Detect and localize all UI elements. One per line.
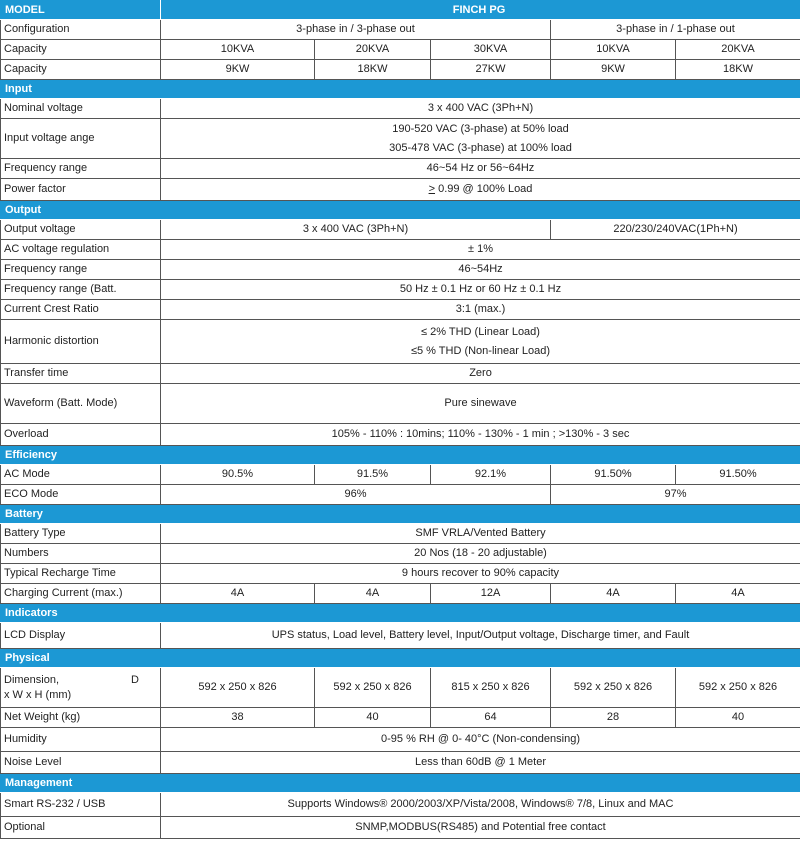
input-frequency-value: 46~54 Hz or 56~64Hz bbox=[161, 159, 800, 179]
frequency-batt-row bbox=[1, 280, 800, 300]
configuration-row bbox=[1, 20, 800, 40]
transfer-time-row bbox=[1, 364, 800, 384]
charging-current-cell: 4A bbox=[161, 584, 315, 604]
ac-mode-cell: 92.1% bbox=[431, 465, 551, 485]
frequency-batt-label: Frequency range (Batt. bbox=[1, 280, 161, 300]
net-weight-cell: 64 bbox=[431, 708, 551, 728]
rs232-usb-label: Smart RS-232 / USB bbox=[1, 793, 161, 817]
input-voltage-range-line2: 305-478 VAC (3-phase) at 100% load bbox=[389, 141, 572, 154]
humidity-row bbox=[1, 728, 800, 752]
capacity-kva-cell: 20KVA bbox=[676, 40, 800, 60]
dimension-label bbox=[1, 668, 161, 708]
output-voltage-3ph: 3 x 400 VAC (3Ph+N) bbox=[161, 220, 551, 240]
battery-type-row bbox=[1, 524, 800, 544]
model-name: FINCH PG bbox=[161, 1, 800, 20]
optional-row bbox=[1, 817, 800, 839]
recharge-time-label: Typical Recharge Time bbox=[1, 564, 161, 584]
waveform-label: Waveform (Batt. Mode) bbox=[1, 384, 161, 424]
optional-value: SNMP,MODBUS(RS485) and Potential free contact bbox=[161, 817, 800, 839]
rs232-usb-value: Supports Windows® 2000/2003/XP/Vista/2008, Windows® 7/8, Linux and MAC bbox=[161, 793, 800, 817]
input-voltage-range-line1: 190-520 VAC (3-phase) at 50% load bbox=[392, 122, 569, 135]
charging-current-cell: 4A bbox=[676, 584, 800, 604]
nominal-voltage-value: 3 x 400 VAC (3Ph+N) bbox=[161, 99, 800, 119]
battery-type-label: Battery Type bbox=[1, 524, 161, 544]
power-factor-label: Power factor bbox=[1, 179, 161, 201]
dimension-label-line1 bbox=[4, 673, 157, 688]
power-factor-row bbox=[1, 179, 800, 201]
ac-mode-cell: 91.50% bbox=[676, 465, 800, 485]
indicators-section-header bbox=[1, 604, 800, 623]
indicators-section-title: Indicators bbox=[1, 604, 800, 623]
net-weight-cell: 40 bbox=[676, 708, 800, 728]
configuration-label: Configuration bbox=[1, 20, 161, 40]
battery-section-header bbox=[1, 505, 800, 524]
charging-current-cell: 12A bbox=[431, 584, 551, 604]
harmonic-distortion-line2: ≤5 % THD (Non-linear Load) bbox=[410, 344, 551, 357]
ac-regulation-row bbox=[1, 240, 800, 260]
optional-label: Optional bbox=[1, 817, 161, 839]
capacity-kva-cell: 10KVA bbox=[161, 40, 315, 60]
dimension-row bbox=[1, 668, 800, 708]
output-frequency-label: Frequency range bbox=[1, 260, 161, 280]
recharge-time-value: 9 hours recover to 90% capacity bbox=[161, 564, 800, 584]
overload-row bbox=[1, 424, 800, 446]
capacity-kva-row bbox=[1, 40, 800, 60]
input-voltage-range-row bbox=[1, 119, 800, 159]
efficiency-section-title: Efficiency bbox=[1, 446, 800, 465]
capacity-kva-cell: 30KVA bbox=[431, 40, 551, 60]
recharge-time-row bbox=[1, 564, 800, 584]
ac-mode-cell: 90.5% bbox=[161, 465, 315, 485]
config-3in-3out: 3-phase in / 3-phase out bbox=[161, 20, 551, 40]
charging-current-cell: 4A bbox=[551, 584, 676, 604]
crest-ratio-label: Current Crest Ratio bbox=[1, 300, 161, 320]
physical-section-header bbox=[1, 649, 800, 668]
capacity-kw-label: Capacity bbox=[1, 60, 161, 80]
physical-section-title: Physical bbox=[1, 649, 800, 668]
output-section-header bbox=[1, 201, 800, 220]
humidity-value: 0-95 % RH @ 0- 40°C (Non-condensing) bbox=[161, 728, 800, 752]
dimension-cell: 592 x 250 x 826 bbox=[676, 668, 800, 708]
ac-mode-cell: 91.5% bbox=[315, 465, 431, 485]
transfer-time-label: Transfer time bbox=[1, 364, 161, 384]
eco-mode-label: ECO Mode bbox=[1, 485, 161, 505]
capacity-kva-cell: 10KVA bbox=[551, 40, 676, 60]
ac-regulation-value: ± 1% bbox=[161, 240, 800, 260]
net-weight-label: Net Weight (kg) bbox=[1, 708, 161, 728]
input-section-title: Input bbox=[1, 80, 800, 99]
frequency-batt-value: 50 Hz ± 0.1 Hz or 60 Hz ± 0.1 Hz bbox=[161, 280, 800, 300]
dimension-label-d: D bbox=[131, 673, 139, 686]
battery-section-title: Battery bbox=[1, 505, 800, 524]
lcd-display-label: LCD Display bbox=[1, 623, 161, 649]
management-section-header bbox=[1, 774, 800, 793]
transfer-time-value: Zero bbox=[161, 364, 800, 384]
charging-current-row bbox=[1, 584, 800, 604]
dimension-label-line2: x W x H (mm) bbox=[4, 688, 72, 701]
waveform-row bbox=[1, 384, 800, 424]
noise-level-value: Less than 60dB @ 1 Meter bbox=[161, 752, 800, 774]
model-label: MODEL bbox=[1, 1, 161, 20]
input-frequency-row bbox=[1, 159, 800, 179]
net-weight-cell: 40 bbox=[315, 708, 431, 728]
lcd-display-row bbox=[1, 623, 800, 649]
capacity-kw-cell: 9KW bbox=[161, 60, 315, 80]
capacity-kva-cell: 20KVA bbox=[315, 40, 431, 60]
dimension-cell: 815 x 250 x 826 bbox=[431, 668, 551, 708]
input-section-header bbox=[1, 80, 800, 99]
ac-mode-row bbox=[1, 465, 800, 485]
overload-label: Overload bbox=[1, 424, 161, 446]
output-voltage-row bbox=[1, 220, 800, 240]
ac-mode-cell: 91.50% bbox=[551, 465, 676, 485]
management-section-title: Management bbox=[1, 774, 800, 793]
capacity-kw-cell: 27KW bbox=[431, 60, 551, 80]
eco-mode-3ph: 96% bbox=[161, 485, 551, 505]
overload-value: 105% - 110% : 10mins; 110% - 130% - 1 min ; >130% - 3 sec bbox=[161, 424, 800, 446]
input-voltage-range-value bbox=[161, 119, 800, 159]
config-3in-1out: 3-phase in / 1-phase out bbox=[551, 20, 800, 40]
net-weight-cell: 38 bbox=[161, 708, 315, 728]
output-voltage-label: Output voltage bbox=[1, 220, 161, 240]
harmonic-distortion-label: Harmonic distortion bbox=[1, 320, 161, 364]
capacity-kw-cell: 18KW bbox=[315, 60, 431, 80]
battery-numbers-value: 20 Nos (18 - 20 adjustable) bbox=[161, 544, 800, 564]
eco-mode-row bbox=[1, 485, 800, 505]
noise-level-label: Noise Level bbox=[1, 752, 161, 774]
waveform-value: Pure sinewave bbox=[161, 384, 800, 424]
harmonic-distortion-row bbox=[1, 320, 800, 364]
rs232-usb-row bbox=[1, 793, 800, 817]
crest-ratio-value: 3:1 (max.) bbox=[161, 300, 800, 320]
output-frequency-row bbox=[1, 260, 800, 280]
eco-mode-1ph: 97% bbox=[551, 485, 800, 505]
dimension-cell: 592 x 250 x 826 bbox=[551, 668, 676, 708]
capacity-kw-cell: 9KW bbox=[551, 60, 676, 80]
battery-numbers-label: Numbers bbox=[1, 544, 161, 564]
power-factor-value bbox=[161, 179, 800, 201]
nominal-voltage-label: Nominal voltage bbox=[1, 99, 161, 119]
ac-regulation-label: AC voltage regulation bbox=[1, 240, 161, 260]
output-frequency-value: 46~54Hz bbox=[161, 260, 800, 280]
battery-numbers-row bbox=[1, 544, 800, 564]
harmonic-distortion-line1: ≤ 2% THD (Linear Load) bbox=[421, 325, 540, 338]
charging-current-cell: 4A bbox=[315, 584, 431, 604]
output-voltage-1ph: 220/230/240VAC(1Ph+N) bbox=[551, 220, 800, 240]
capacity-kva-label: Capacity bbox=[1, 40, 161, 60]
net-weight-row bbox=[1, 708, 800, 728]
charging-current-label: Charging Current (max.) bbox=[1, 584, 161, 604]
output-section-title: Output bbox=[1, 201, 800, 220]
crest-ratio-row bbox=[1, 300, 800, 320]
dimension-label-text: Dimension, bbox=[4, 673, 60, 686]
input-voltage-range-label: Input voltage ange bbox=[1, 119, 161, 159]
power-factor-text: 0.99 @ 100% Load bbox=[435, 183, 533, 195]
battery-type-value: SMF VRLA/Vented Battery bbox=[161, 524, 800, 544]
power-factor-symbol: > bbox=[428, 183, 436, 195]
capacity-kw-row bbox=[1, 60, 800, 80]
humidity-label: Humidity bbox=[1, 728, 161, 752]
noise-level-row bbox=[1, 752, 800, 774]
net-weight-cell: 28 bbox=[551, 708, 676, 728]
capacity-kw-cell: 18KW bbox=[676, 60, 800, 80]
ac-mode-label: AC Mode bbox=[1, 465, 161, 485]
dimension-cell: 592 x 250 x 826 bbox=[161, 668, 315, 708]
model-header-row bbox=[1, 1, 800, 20]
harmonic-distortion-value bbox=[161, 320, 800, 364]
dimension-cell: 592 x 250 x 826 bbox=[315, 668, 431, 708]
nominal-voltage-row bbox=[1, 99, 800, 119]
efficiency-section-header bbox=[1, 446, 800, 465]
lcd-display-value: UPS status, Load level, Battery level, Input/Output voltage, Discharge timer, and Fault bbox=[161, 623, 800, 649]
input-frequency-label: Frequency range bbox=[1, 159, 161, 179]
